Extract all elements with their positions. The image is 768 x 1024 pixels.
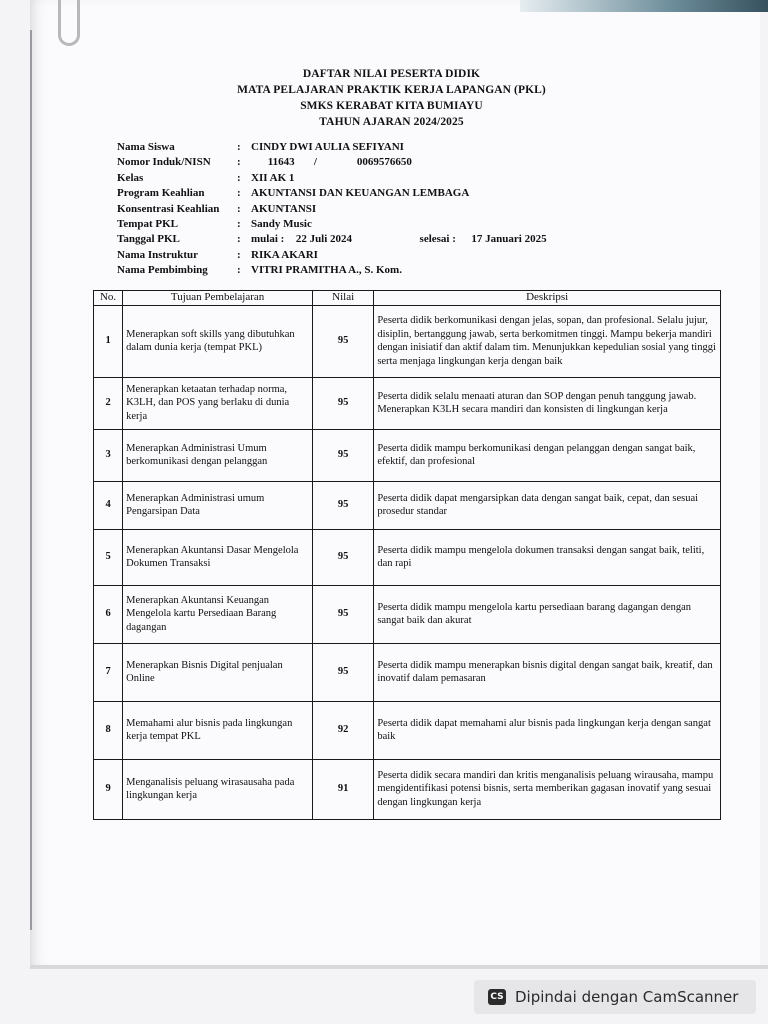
row-no: 1 — [94, 305, 123, 377]
row-nilai: 95 — [313, 643, 374, 701]
row-nilai: 95 — [313, 481, 374, 529]
info-label: Nama Siswa — [117, 141, 175, 153]
selesai-label: selesai : — [419, 233, 456, 246]
camscanner-logo-icon: CS — [488, 989, 506, 1005]
row-tujuan: Memahami alur bisnis pada lingkungan kerja tempat PKL — [123, 701, 313, 759]
paper-edge — [30, 30, 32, 930]
row-no: 9 — [94, 759, 123, 819]
info-label: Nama Instruktur — [117, 248, 198, 261]
info-row-tanggal-pkl — [117, 232, 547, 247]
info-label: Kelas — [117, 171, 144, 184]
header-nilai: Nilai — [313, 291, 374, 306]
row-tujuan: Menerapkan Akuntansi Dasar Mengelola Dokumen Transaksi — [123, 529, 313, 585]
table-row — [94, 529, 721, 585]
row-nilai: 95 — [313, 305, 374, 377]
table-row — [94, 701, 721, 759]
info-label: Nama Pembimbing — [117, 264, 208, 277]
info-label: Program Keahlian — [117, 187, 205, 200]
row-nilai: 95 — [313, 529, 374, 585]
row-deskripsi: Peserta didik secara mandiri dan kritis menganalisis peluang wirausaha, mampu mengidentifikasi potensi bisnis, serta memberikan gagasan inovatif yang sesuai dengan lingkungan kerja — [374, 759, 721, 819]
info-label: Konsentrasi Keahlian — [117, 202, 220, 215]
info-row-konsentrasi-keahlian — [117, 202, 547, 217]
row-deskripsi: Peserta didik mampu mengelola kartu persediaan barang dagangan dengan sangat baik dan akurat — [374, 585, 721, 643]
info-value: XII AK 1 — [251, 171, 295, 184]
row-tujuan: Menerapkan soft skills yang dibutuhkan dalam dunia kerja (tempat PKL) — [123, 305, 313, 377]
mulai-value: 22 Juli 2024 — [295, 233, 353, 246]
row-no: 6 — [94, 585, 123, 643]
table-row — [94, 305, 721, 377]
info-value — [251, 155, 412, 170]
info-colon: : — [237, 202, 241, 215]
info-label: Tanggal PKL — [117, 233, 180, 246]
row-nilai: 95 — [313, 377, 374, 429]
info-row-nama-instruktur — [117, 248, 547, 263]
info-value: AKUNTANSI DAN KEUANGAN LEMBAGA — [251, 187, 470, 200]
row-deskripsi: Peserta didik selalu menaati aturan dan SOP dengan penuh tanggung jawab. Menerapkan K3LH secara mandiri dan konsisten di lingkungan kerja — [374, 377, 721, 429]
table-row — [94, 643, 721, 701]
info-colon: : — [237, 248, 241, 261]
row-tujuan: Menerapkan Administrasi umum Pengarsipan Data — [123, 481, 313, 529]
paper-bottom-edge — [30, 965, 768, 969]
info-row-nomor-induk — [117, 155, 547, 170]
header-deskripsi: Deskripsi — [374, 291, 721, 306]
info-row-program-keahlian — [117, 186, 547, 201]
info-label: Tempat PKL — [117, 217, 179, 230]
table-header-row — [94, 291, 721, 306]
row-no: 8 — [94, 701, 123, 759]
table-row — [94, 585, 721, 643]
info-colon: : — [237, 141, 241, 153]
row-tujuan: Menganalisis peluang wirasausaha pada lingkungan kerja — [123, 759, 313, 819]
info-value: AKUNTANSI — [251, 202, 317, 215]
row-deskripsi: Peserta didik mampu menerapkan bisnis digital dengan sangat baik, kreatif, dan inovatif dalam pemasaran — [374, 643, 721, 701]
row-nilai: 91 — [313, 759, 374, 819]
info-colon: : — [237, 264, 241, 277]
row-no: 3 — [94, 429, 123, 481]
grades-table — [93, 290, 721, 820]
title-line-4: TAHUN AJARAN 2024/2025 — [319, 116, 464, 128]
row-nilai: 95 — [313, 429, 374, 481]
row-deskripsi: Peserta didik mampu berkomunikasi dengan pelanggan dengan sangat baik, efektif, dan profesional — [374, 429, 721, 481]
paper-clip-icon — [58, 0, 80, 46]
title-line-2: MATA PELAJARAN PRAKTIK KERJA LAPANGAN (PKL) — [237, 84, 546, 96]
row-no: 7 — [94, 643, 123, 701]
nisn-value: 0069576650 — [356, 156, 412, 169]
info-value: VITRI PRAMITHA A., S. Kom. — [251, 264, 402, 277]
header-no: No. — [94, 291, 123, 306]
camscanner-watermark — [474, 980, 756, 1014]
row-tujuan: Menerapkan ketaatan terhadap norma, K3LH, dan POS yang berlaku di dunia kerja — [123, 377, 313, 429]
student-info — [117, 140, 547, 279]
row-no: 5 — [94, 529, 123, 585]
info-value: Sandy Music — [251, 217, 312, 230]
row-tujuan: Menerapkan Akuntansi Keuangan Mengelola kartu Persediaan Barang dagangan — [123, 585, 313, 643]
title-line-1: DAFTAR NILAI PESERTA DIDIK — [302, 68, 481, 80]
info-colon: : — [237, 156, 241, 169]
row-tujuan: Menerapkan Bisnis Digital penjualan Online — [123, 643, 313, 701]
row-deskripsi: Peserta didik mampu mengelola dokumen transaksi dengan sangat baik, teliti, dan rapi — [374, 529, 721, 585]
document-header — [0, 66, 768, 130]
info-colon: : — [237, 233, 241, 246]
info-row-kelas — [117, 171, 547, 186]
info-colon: : — [237, 217, 241, 230]
info-value: CINDY DWI AULIA SEFIYANI — [251, 141, 404, 153]
info-value — [251, 232, 547, 247]
mulai-label: mulai : — [251, 233, 285, 246]
info-colon: : — [237, 171, 241, 184]
nis-separator: / — [313, 156, 317, 169]
row-deskripsi: Peserta didik dapat memahami alur bisnis pada lingkungan kerja dengan sangat baik — [374, 701, 721, 759]
row-no: 2 — [94, 377, 123, 429]
row-deskripsi: Peserta didik dapat mengarsipkan data dengan sangat baik, cepat, dan sesuai prosedur standar — [374, 481, 721, 529]
info-value: RIKA AKARI — [251, 248, 318, 261]
nis-value: 11643 — [267, 156, 295, 169]
header-tujuan: Tujuan Pembelajaran — [123, 291, 313, 306]
info-row-tempat-pkl — [117, 217, 547, 232]
info-row-nama-pembimbing — [117, 263, 547, 278]
table-row — [94, 429, 721, 481]
info-colon: : — [237, 187, 241, 200]
info-row-nama-siswa — [117, 140, 547, 155]
row-tujuan: Menerapkan Administrasi Umum berkomunikasi dengan pelanggan — [123, 429, 313, 481]
camscanner-text: Dipindai dengan CamScanner — [515, 988, 739, 1006]
row-nilai: 95 — [313, 585, 374, 643]
table-row — [94, 759, 721, 819]
row-nilai: 92 — [313, 701, 374, 759]
background-strip — [520, 0, 768, 12]
title-line-3: SMKS KERABAT KITA BUMIAYU — [300, 100, 483, 112]
table-row — [94, 481, 721, 529]
row-no: 4 — [94, 481, 123, 529]
selesai-value: 17 Januari 2025 — [471, 233, 547, 246]
table-row — [94, 377, 721, 429]
info-label: Nomor Induk/NISN — [117, 156, 211, 169]
row-deskripsi: Peserta didik berkomunikasi dengan jelas, sopan, dan profesional. Selalu jujur, disiplin, bertanggung jawab, serta berkomitmen tinggi. Mampu bekerja mandiri dengan inisiatif dan aktif dalam tim. Menunjukkan kepedulian sosial yang tinggi serta menjaga lingkungan kerja dengan baik — [374, 305, 721, 377]
